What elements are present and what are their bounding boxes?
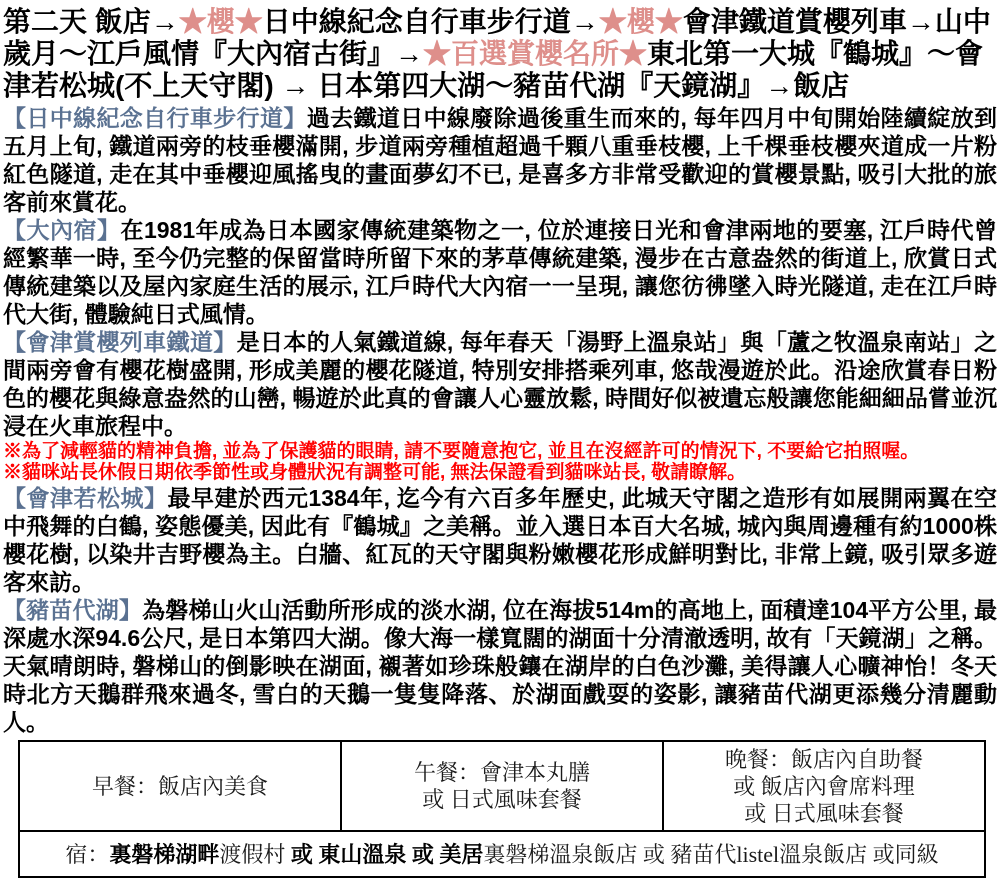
accommodation-cell: 宿：裏磐梯湖畔渡假村 或 東山溫泉 或 美居裏磐梯溫泉飯店 或 豬苗代listel溫泉飯店 或同級 (19, 831, 985, 877)
section-nichuusen-trail (3, 104, 997, 216)
accommodation-row (19, 831, 985, 877)
attraction-body-nichuusen: 過去鐵道日中線廢除過後重生而來的, 每年四月中旬開始陸續綻放到五月上旬, 鐵道兩旁的枝垂櫻滿開, 步道兩旁種植超過千顆八重垂枝櫻, 上千棵垂枝櫻夾道成一片粉紅色隧道, 走在其中垂櫻迎風搖曳的畫面夢幻不已, 是喜多方非常受歡迎的賞櫻景點, 吸引大批的旅客前來賞花。 (3, 105, 998, 215)
breakfast-cell: 早餐：飯店內美食 (19, 741, 341, 831)
lunch-cell: 午餐：會津本丸膳 或 日式風味套餐 (341, 741, 663, 831)
section-inawashiro-lake (3, 596, 997, 736)
cat-stationmaster-notice: ※為了減輕貓的精神負擔, 並為了保護貓的眼睛, 請不要隨意抱它, 並且在沒經許可的情況下, 不要給它拍照喔。 ※貓咪站長休假日期依季節性或身體狀況有調整可能, 無法保證看到貓咪站長, 敬請瞭解。 (3, 441, 920, 483)
attraction-body-ouchijuku: 在1981年成為日本國家傳統建築物之一, 位於連接日光和會津兩地的要塞, 江戶時代曾經繁華一時, 至今仍完整的保留當時所留下來的茅草傳統建築, 漫步在古意盎然的街道上, 欣賞日式傳統建築以及屋內家庭生活的展示, 江戶時代大內宿一一呈現, 讓您彷彿墜入時光隧道, 走在江戶時代大街, 體驗純日式風情。 (3, 217, 998, 327)
attraction-header-nichuusen: 【日中線紀念自行車步行道】 (3, 105, 307, 131)
day-route-title: 第二天 飯店→★櫻★日中線紀念自行車步行道→★櫻★會津鐵道賞櫻列車→山中歲月～江戶風情『大內宿古街』→★百選賞櫻名所★東北第一大城『鶴城』～會津若松城(不上天守閣) → 日本第四大湖～豬苗代湖『天鏡湖』→飯店 (3, 6, 991, 101)
meal-table (18, 740, 986, 878)
attraction-header-inawashiro: 【豬苗代湖】 (3, 597, 143, 623)
attraction-body-sakura-train: 是日本的人氣鐵道線, 每年春天「湯野上溫泉站」與「蘆之牧溫泉南站」之間兩旁會有櫻花樹盛開, 形成美麗的櫻花隧道, 特別安排搭乘列車, 悠哉漫遊於此。沿途欣賞春日粉色的櫻花與綠意盎然的山巒, 暢遊於此真的會讓人心靈放鬆, 時間好似被遺忘般讓您能細細品嘗並沉浸在火車旅程中。 (3, 329, 998, 439)
section-ouchijuku (3, 216, 997, 328)
section-wakamatsu-castle (3, 484, 997, 596)
meal-row (19, 741, 985, 831)
dinner-cell: 晚餐：飯店內自助餐 或 飯店內會席料理 或 日式風味套餐 (663, 741, 985, 831)
attraction-header-wakamatsu: 【會津若松城】 (3, 485, 168, 511)
attraction-header-ouchijuku: 【大內宿】 (3, 217, 121, 243)
section-sakura-train (3, 328, 997, 440)
attraction-body-inawashiro: 為磐梯山火山活動所形成的淡水湖, 位在海拔514m的高地上, 面積達104平方公里, 最深處水深94.6公尺, 是日本第四大湖。像大海一樣寬闊的湖面十分清澈透明, 故有「天鏡湖」之稱。天氣晴朗時, 磐梯山的倒影映在湖面, 襯著如珍珠般鑲在湖岸的白色沙灘, 美得讓人心曠神怡！冬天時北方天鵝群飛來過冬, 雪白的天鵝一隻隻降落、於湖面戲耍的姿影, 讓豬苗代湖更添幾分清麗動人。 (3, 597, 997, 735)
attraction-body-wakamatsu: 最早建於西元1384年, 迄今有六百多年歷史, 此城天守閣之造形有如展開兩翼在空中飛舞的白鶴, 姿態優美, 因此有『鶴城』之美稱。並入選日本百大名城, 城內與周邊種有約1000株櫻花樹, 以染井吉野櫻為主。白牆、紅瓦的天守閣與粉嫩櫻花形成鮮明對比, 非常上鏡, 吸引眾多遊客來訪。 (3, 485, 998, 595)
attraction-header-sakura-train: 【會津賞櫻列車鐵道】 (3, 329, 237, 355)
